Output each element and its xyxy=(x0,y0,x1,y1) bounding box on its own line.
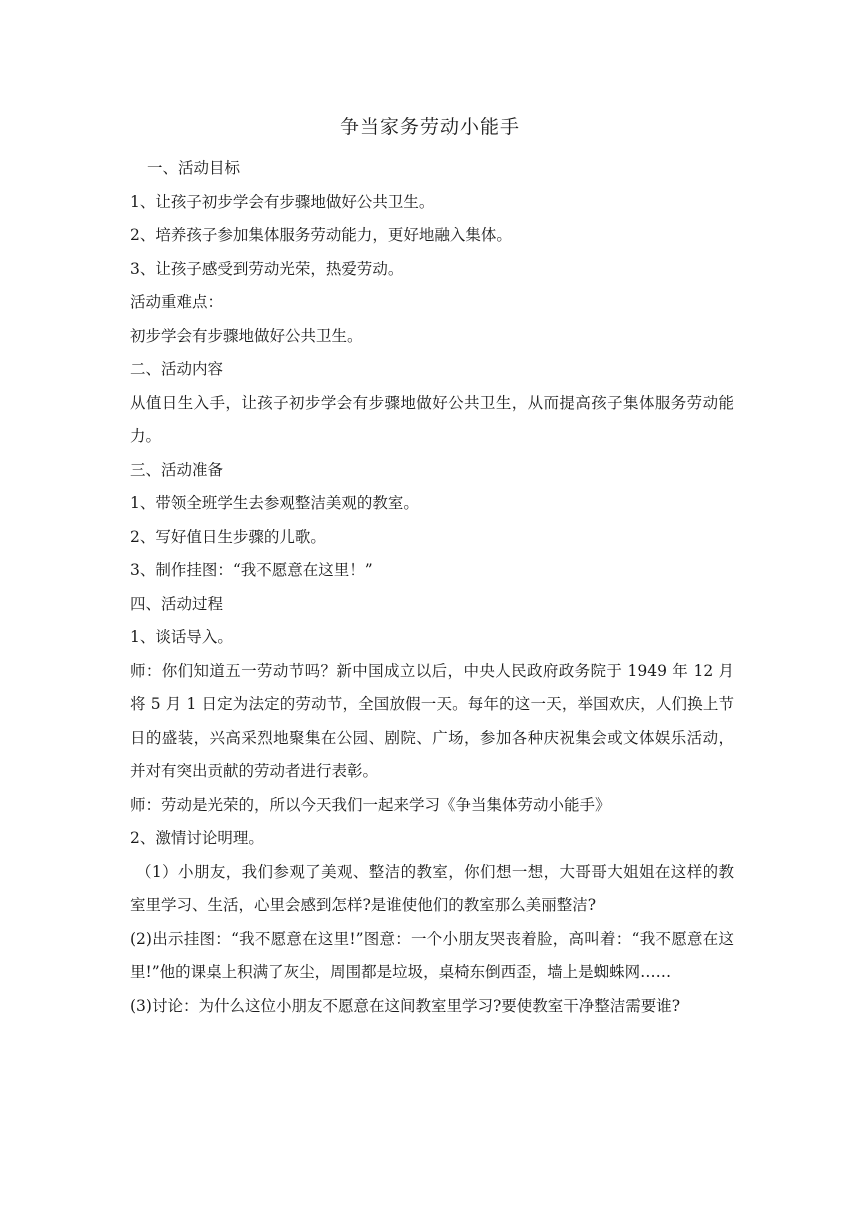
objective-item-1: 1、让孩子初步学会有步骤地做好公共卫生。 xyxy=(130,192,435,211)
process-step-2: 2、激情讨论明理。 xyxy=(130,829,264,847)
preparation-item-2: 2、写好值日生步骤的儿歌。 xyxy=(130,527,326,546)
key-points-heading: 活动重难点： xyxy=(130,293,224,311)
content-paragraph: 从值日生入手，让孩子初步学会有步骤地做好公共卫生，从而提高孩子集体服务劳动能力。 xyxy=(130,393,734,445)
discussion-item-3: (3)讨论：为什么这位小朋友不愿意在这间教室里学习?要使教室干净整洁需要谁? xyxy=(130,996,681,1015)
key-points-text: 初步学会有步骤地做好公共卫生。 xyxy=(130,326,363,345)
section-heading-preparation: 三、活动准备 xyxy=(130,460,224,479)
process-step-1: 1、谈话导入。 xyxy=(130,628,233,646)
preparation-item-3: 3、制作挂图：“我不愿意在这里！” xyxy=(130,561,373,579)
section-heading-content: 二、活动内容 xyxy=(130,360,224,378)
discussion-item-2: (2)出示挂图：“我不愿意在这里!”图意：一个小朋友哭丧着脸，高叫着：“我不愿意在这里!”他的课桌上积满了灰尘，周围都是垃圾，桌椅东倒西歪，墙上是蜘蛛网…… xyxy=(130,929,734,981)
objective-item-2: 2、培养孩子参加集体服务劳动能力，更好地融入集体。 xyxy=(130,226,512,244)
discussion-item-1: （1）小朋友，我们参观了美观、整洁的教室，你们想一想，大哥哥大姐姐在这样的教室里学习、生活，心里会感到怎样?是谁使他们的教室那么美丽整洁? xyxy=(130,862,734,914)
section-heading-objectives: 一、活动目标 xyxy=(147,159,241,177)
objective-item-3: 3、让孩子感受到劳动光荣，热爱劳动。 xyxy=(130,259,404,278)
teacher-statement: 师：劳动是光荣的，所以今天我们一起来学习《争当集体劳动小能手》 xyxy=(130,795,611,814)
document-title: 争当家务劳动小能手 xyxy=(339,116,520,138)
document-body xyxy=(130,152,734,1023)
section-heading-process: 四、活动过程 xyxy=(130,594,224,613)
preparation-item-1: 1、带领全班学生去参观整洁美观的教室。 xyxy=(130,494,419,512)
teacher-intro-paragraph: 师：你们知道五一劳动节吗？新中国成立以后，中央人民政府政务院于 1949 年 12 月将 5 月 1 日定为法定的劳动节，全国放假一天。每年的这一天，举国欢庆，人们换上节日的盛装，兴高采烈地聚集在公园、剧院、广场，参加各种庆祝集会或文体娱乐活动，并对有突出贡献的劳动者进行表彰。 xyxy=(130,661,734,780)
